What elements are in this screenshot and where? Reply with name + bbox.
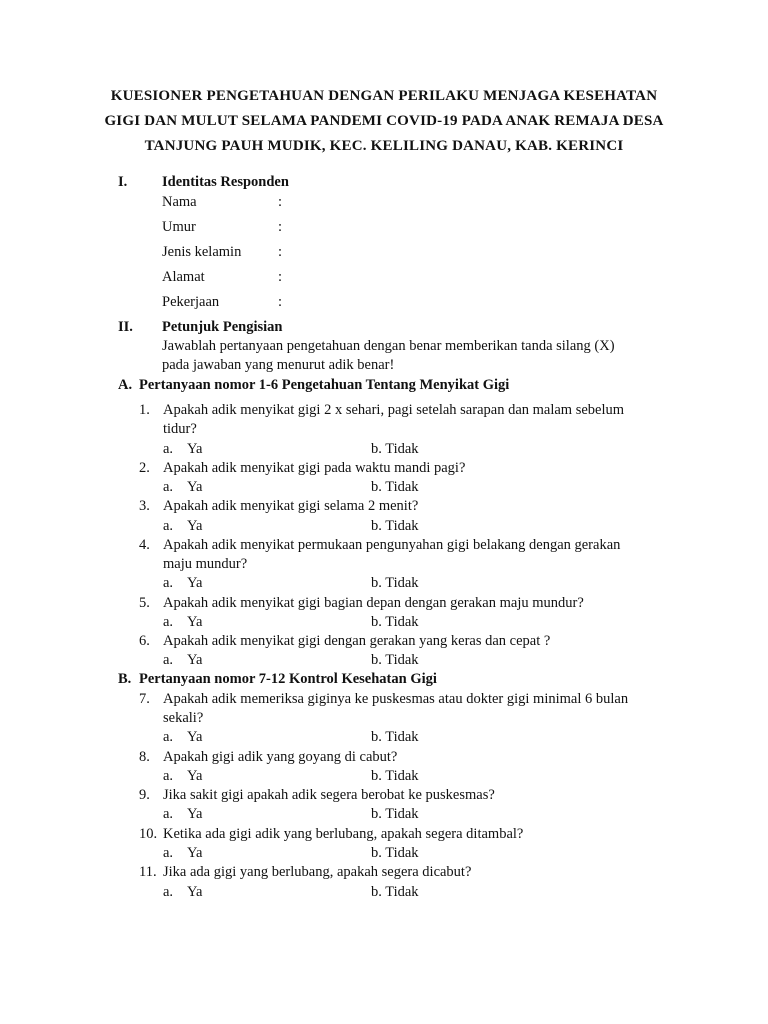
option-a-marker[interactable]: a. (163, 806, 174, 822)
title-line-2: GIGI DAN MULUT SELAMA PANDEMI COVID-19 PADA ANAK REMAJA DESA (104, 113, 664, 129)
question-number: 1. (139, 402, 150, 418)
question-number: 7. (139, 691, 150, 707)
option-b-label[interactable]: b. Tidak (371, 845, 419, 861)
option-b-label[interactable]: b. Tidak (371, 518, 419, 534)
field-colon-jenis-kelamin: : (278, 244, 283, 260)
section-1-heading: Identitas Responden (162, 174, 289, 190)
option-a-label[interactable]: Ya (187, 441, 203, 457)
option-a-label[interactable]: Ya (187, 614, 203, 630)
question-text: Apakah adik memeriksa giginya ke puskesmas atau dokter gigi minimal 6 bulan (163, 691, 629, 707)
option-a-marker[interactable]: a. (163, 479, 174, 495)
option-a-marker[interactable]: a. (163, 575, 174, 591)
title-line-3: TANJUNG PAUH MUDIK, KEC. KELILING DANAU, KAB. KERINCI (144, 138, 624, 154)
question-number: 2. (139, 460, 150, 476)
question-text-cont: sekali? (163, 710, 204, 726)
section-2-number: II. (118, 319, 133, 335)
field-colon-alamat: : (278, 269, 283, 285)
option-a-label[interactable]: Ya (187, 768, 203, 784)
question-number: 5. (139, 595, 150, 611)
question-number: 6. (139, 633, 150, 649)
instruction-line-1: Jawablah pertanyaan pengetahuan dengan benar memberikan tanda silang (X) (162, 338, 615, 354)
option-a-marker[interactable]: a. (163, 518, 174, 534)
option-a-marker[interactable]: a. (163, 614, 174, 630)
question-text: Apakah adik menyikat gigi selama 2 menit? (163, 498, 419, 514)
part-a-letter: A. (118, 377, 133, 393)
option-a-label[interactable]: Ya (187, 884, 203, 900)
question-text: Apakah adik menyikat gigi bagian depan dengan gerakan maju mundur? (163, 595, 584, 611)
field-colon-umur: : (278, 219, 283, 235)
question-text: Apakah adik menyikat permukaan pengunyahan gigi belakang dengan gerakan (163, 537, 621, 553)
option-b-label[interactable]: b. Tidak (371, 729, 419, 745)
option-b-label[interactable]: b. Tidak (371, 614, 419, 630)
option-a-marker[interactable]: a. (163, 768, 174, 784)
question-text-cont: maju mundur? (163, 556, 248, 572)
option-a-label[interactable]: Ya (187, 729, 203, 745)
option-b-label[interactable]: b. Tidak (371, 441, 419, 457)
question-number: 8. (139, 749, 150, 765)
question-number: 11. (139, 864, 157, 880)
field-label-alamat: Alamat (162, 269, 205, 285)
question-number: 3. (139, 498, 150, 514)
field-label-nama: Nama (162, 194, 197, 210)
option-a-marker[interactable]: a. (163, 884, 174, 900)
question-text: Apakah gigi adik yang goyang di cabut? (163, 749, 398, 765)
option-a-label[interactable]: Ya (187, 518, 203, 534)
question-text: Apakah adik menyikat gigi dengan gerakan yang keras dan cepat ? (163, 633, 551, 649)
question-text: Apakah adik menyikat gigi 2 x sehari, pagi setelah sarapan dan malam sebelum (163, 402, 625, 418)
field-colon-pekerjaan: : (278, 294, 283, 310)
field-label-umur: Umur (162, 219, 196, 235)
section-2-heading: Petunjuk Pengisian (162, 319, 283, 335)
question-text: Jika sakit gigi apakah adik segera berobat ke puskesmas? (163, 787, 495, 803)
question-text: Jika ada gigi yang berlubang, apakah segera dicabut? (163, 864, 472, 880)
option-b-label[interactable]: b. Tidak (371, 652, 419, 668)
question-number: 9. (139, 787, 150, 803)
option-a-label[interactable]: Ya (187, 806, 203, 822)
part-b-letter: B. (118, 671, 132, 687)
question-text-cont: tidur? (163, 421, 197, 437)
field-colon-nama: : (278, 194, 283, 210)
option-b-label[interactable]: b. Tidak (371, 575, 419, 591)
option-a-marker[interactable]: a. (163, 729, 174, 745)
option-a-marker[interactable]: a. (163, 845, 174, 861)
field-label-pekerjaan: Pekerjaan (162, 294, 220, 310)
question-number: 4. (139, 537, 150, 553)
option-a-marker[interactable]: a. (163, 652, 174, 668)
option-a-label[interactable]: Ya (187, 652, 203, 668)
option-b-label[interactable]: b. Tidak (371, 806, 419, 822)
option-a-marker[interactable]: a. (163, 441, 174, 457)
question-text: Ketika ada gigi adik yang berlubang, apakah segera ditambal? (163, 826, 524, 842)
question-number: 10. (139, 826, 158, 842)
section-1-number: I. (118, 174, 128, 190)
title-line-1: KUESIONER PENGETAHUAN DENGAN PERILAKU MENJAGA KESEHATAN (110, 88, 658, 104)
question-text: Apakah adik menyikat gigi pada waktu mandi pagi? (163, 460, 466, 476)
option-a-label[interactable]: Ya (187, 575, 203, 591)
part-a-heading: Pertanyaan nomor 1-6 Pengetahuan Tentang Menyikat Gigi (139, 377, 510, 393)
option-b-label[interactable]: b. Tidak (371, 768, 419, 784)
part-b-heading: Pertanyaan nomor 7-12 Kontrol Kesehatan Gigi (139, 671, 437, 687)
option-a-label[interactable]: Ya (187, 479, 203, 495)
option-b-label[interactable]: b. Tidak (371, 884, 419, 900)
option-b-label[interactable]: b. Tidak (371, 479, 419, 495)
option-a-label[interactable]: Ya (187, 845, 203, 861)
field-label-jenis-kelamin: Jenis kelamin (162, 244, 242, 260)
instruction-line-2: pada jawaban yang menurut adik benar! (162, 357, 395, 373)
